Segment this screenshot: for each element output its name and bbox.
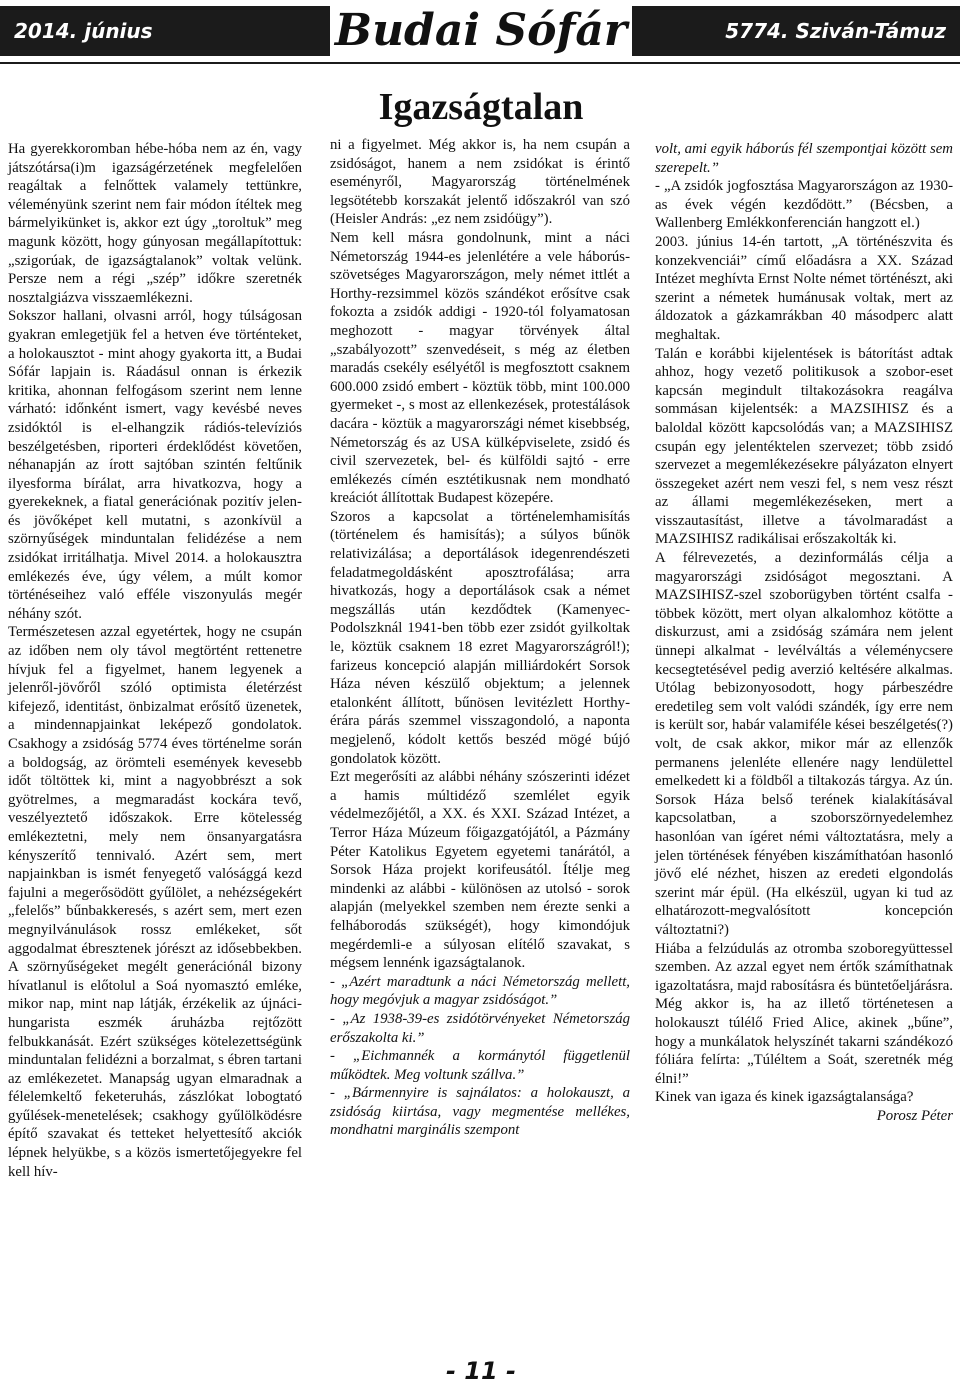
quote: - „Az 1938-39-es zsidótörvényeket Németország erőszakolta ki.”	[330, 1010, 630, 1046]
paragraph: Sokszor hallani, olvasni arról, hogy túlságosan gyakran emlegetjük fel a hetven éve történteket, a holokausztot - mint ahogy gyakorta itt, a Budai Sófár lapjain is. Ráadásul onnan is érkezik kritika, ahonnan felfogásom szerint nem lenne várható: időnként ismert, vagy kevésbé neves zsidóktól is el-elhangzik rádiós-televíziós beszélgetésben, riporteri érdeklődést követően, néhanapján az írott sajtóban szintén feltűnik ilyesforma bírálat, arra hivatkozva, hogy a gyerekeknek, a fiatal generációnak pozitív jelen- és jövőképet kell mutatni, s azonkívül a szörnyűségek minduntalan felidézése a nem zsidókat irritálhatja. Mivel 2014. a holokausztra emlékezés éve, úgy vélem, a múlt komor történéseihez való efféle viszonyulás megér néhány szót.	[8, 308, 302, 622]
issue-date: 2014. június	[0, 6, 330, 56]
article-column-1	[8, 140, 302, 1181]
paragraph: A félrevezetés, a dezinformálás célja a magyarországi zsidóságot megosztani. A MAZSIHISZ-szel szoborügyben történt csalfa - többek között, mert olyan alkalomhoz kötötte a diskurzust, ami a zsidóság számára nem jelent ünnepi alkalmat - levélváltás a véleménycsere kecsegtetésével pedig averzió keltésére alkalmas. Utólag bebizonyosodott, hogy párbeszédre eredetileg sem volt valódi szándék, így erre nem is került sor, habár valamiféle kései beszélgetés(?) volt, de csak akkor, mikor már az ellenzők permanens jelenléte ellenére nagy lendülettel emelkedett ki a földből a tiltakozás tárgya. Az ún. Sorsok Háza belső terének kialakításával kapcsolatban, a szoborszörnyedelemhez hasonlóan van ígéret némi változtatásra, mely a jelen történések fényében kiszámíthatóan hasonló jövő elé nézhet, hiszen az eredeti elgondolás szerint már épül. (Ha elkészül, ugyan ki tud az elhatározott-megvalósított koncepción változtatni?)	[655, 550, 953, 938]
paragraph: Szoros a kapcsolat a történelemhamisítás (történelem és hamisítás); a súlyos bűnök relativizálása; a deportálások idegenrendészeti feladatmegoldásként aposztrofálása; arra hivatkozás, hogy a deportálások csak a német megszállás után kezdődtek (Kamenyec-Podolszknál 1941-ben több ezer zsidót gyilkoltak le, köztük csaknem 18 ezret Magyarországról!); farizeus koncepció alapján milliárdokért Sorsok Háza néven készülő objektum; a jelennek etalonként állított, bűnösen levitézlett Horthy-érára párás szemmel visszagondoló, a naponta megjelenő, kódolt kettős beszéd mögé bújó gondolatok között.	[330, 508, 630, 767]
quote: volt, ami egyik háborús fél szempontjai között sem szerepelt.”	[655, 141, 953, 176]
paragraph: Kinek van igaza és kinek igazságtalansága?	[655, 1089, 914, 1106]
quote: - „Bármennyire is sajnálatos: a holokauszt, a zsidóság kiirtása, vagy megmentése mellékes, mondhatni marginális szempont	[330, 1085, 630, 1139]
quote: - „Azért maradtunk a náci Németország mellett, hogy megóvjuk a magyar zsidóságot.”	[330, 973, 630, 1009]
paragraph: - „A zsidók jogfosztása Magyarországon az 1930-as évek végén kezdődött.” (Bécsben, a Wallenberg Emlékkonferencián hangzott el.)	[655, 178, 953, 232]
article-column-2	[330, 136, 630, 1140]
article-column-3	[655, 140, 953, 1125]
hebrew-date: 5774. Sziván-Támuz	[632, 6, 960, 56]
paragraph: Ezt megerősíti az alábbi néhány szószerinti idézet a hamis múltidéző szemlélet egyik védelmezőjétől, a XX. és XXI. Század Intézet, a Terror Háza Múzeum főigazgatójától, a Pázmány Péter Katolikus Egyetem egyetemi tanárától, a Sorsok Háza projekt korifeusától. Ítélje meg mindenki az alábbi - különösen az utolsó - sorok alapján (melyekkel szemben nem érezte senki a felháborodás szükségét), hogy kimondójuk megérdemli-e a súlyosan elítélő szavakat, s mégsem lennénk igazságtalanok.	[330, 769, 630, 972]
header-rule	[0, 62, 960, 64]
publication-masthead: Budai Sófár	[334, 5, 628, 56]
paragraph: Talán e korábbi kijelentések is bátorítást adtak ahhoz, hogy vezető politikusok a szobor-eset kapcsán megindult tiltakozásokra reagálva sommásan kijelentsék: a MAZSIHISZ és a baloldal között kapcsolódás van; a MAZSIHISZ csupán egy jelentéktelen szervezet; több zsidó szervezet a megemlékezésekre pályázaton elnyert összegeket azért nem veszi fel, s nem vesz részt az állami megemlékezéseken, mert a visszautasítást, illetve a távolmaradást a MAZSIHISZ radikálisai erőszakolták ki.	[655, 345, 953, 548]
paragraph: Nem kell másra gondolnunk, mint a náci Németország 1944-es jelenlétére a vele háborús-szövetséges Magyarországon, mely német ittlét a Horthy-rezsimmel közös szándékot erősítve csak fokozta a zsidók addigi - 1920-tól folyamatosan meghozott - magyar törvények által „szabályozott” szenvedéseit, s még az életben maradás csekély esélyétől is megfosztott csaknem 600.000 zsidó embert - köztük több, mint 100.000 gyermeket -, s most az ellenkezések, protestálások dacára - köztük a magyarországi német kisebbség, Németország és az USA külképviselete, zsidó és civil szervezetek, bel- és külföldi sajtó - erre emlékezés címén esztétikusnak nem mondható kreációt állítottak Budapest közepére.	[330, 229, 630, 507]
quote: - „Eichmannék a kormánytól függetlenül működtek. Meg voltunk szállva.”	[330, 1048, 630, 1083]
author-signature: Porosz Péter	[876, 1107, 953, 1124]
article-title: Igazságtalan	[378, 86, 584, 128]
paragraph: Ha gyerekkoromban hébe-hóba nem az én, vagy játszótársa(i)m igazságérzetének megfelelően reagáltak a felnőttek valamely tettünkre, véleményünk szerint nem fair módon ítéltek meg bármelyikünket is, akkor ezt úgy „toroltuk” meg magunk között, hogy gúnyosan megállapítottuk: „szigorúak, de igazságtalanok” voltak velünk. Persze nem a régi „szép” időkre szeretnék nosztalgiázva visszaemlékezni.	[8, 141, 302, 306]
paragraph: ni a figyelmet. Még akkor is, ha nem csupán a zsidóságot, hanem a nem zsidókat is érintő eseményről, Magyarország történelmének legsötétebb korszakát jelentő időszakról van szó (Heisler András: „ez nem zsidóügy”).	[330, 137, 630, 228]
page-number: - 11 -	[445, 1357, 517, 1385]
paragraph: Természetesen azzal egyetértek, hogy ne csupán az időben nem oly távol megtörtént rettenetre hívjuk fel a figyelmet, hanem legyenek a jelenről-jövőről szóló optimista életérzést kifejező, identitást, önbizalmat erősítő üzenetek, a mindennapjainkat leképező gondolatok. Csakhogy a zsidóság 5774 éves történelme során a boldogság, az örömteli események kevesebb időt töltöttek ki, mint a nagyobbrészt a sok gyötrelmes, a megmaradást kockára tevő, veszélyeztető időszakok. Erre kötelesség emlékeztetni, mely nem önsanyargatásra kényszerítő tennivaló. Azért sem, mert napjainkban is ismét fenyegető valósággá kezd fajulni a megerősödött gyűlölet, a nehézségekért „felelős” bűnbakkeresés, s azért sem, mert ezen megnyilvánulások rossz emlékeket, sőt aggodalmat ébresztenek jórészt az idősebbekben. A szörnyűségeket megélt generációnál bizony hívatlanul is előtolul a Soá nyomasztó emléke, mikor nap, mint nap látják, érzékelik az újnáci-hungarista eszmék áruházba rejtőzött felbukkanását. Ezért szükséges kötelezettségünk minduntalan felidézni a borzalmat, s ébren tartani az emlékezetet. Manapság ugyan elmaradnak a félelemkeltő feketeruhás, zászlókat lobogtató gyűlések-menetelések; csakhogy gyűlölködésre építő szavakat és tetteket helyettesítő akciók lépnek helyükbe, s a közös ismertetőjegyekre fel kell hív-	[8, 624, 302, 1180]
paragraph: Hiába a felzúdulás az otromba szoboregyüttessel szemben. Az azzal egyet nem értők számíthatnak igazoltatásra, majd rabosításra és büntetőeljárásra. Még akkor is, ha az illető történetesen a holokauszt túlélő Fried Alice, akinek „bűne”, hogy a munkálatok helyszínét takarni szándékozó fóliára felírta: „Túléltem a Soát, szeretnék még élni!”	[655, 940, 953, 1087]
paragraph: 2003. június 14-én tartott, „A történészvita és konzekvenciái” című előadásra a XX. Század Intézet meghívta Ernst Nolte német történészt, aki szerint a németek humánusak voltak, mert az áldozatok a gázkamrákban 40 másodperc alatt meghaltak.	[655, 233, 953, 343]
